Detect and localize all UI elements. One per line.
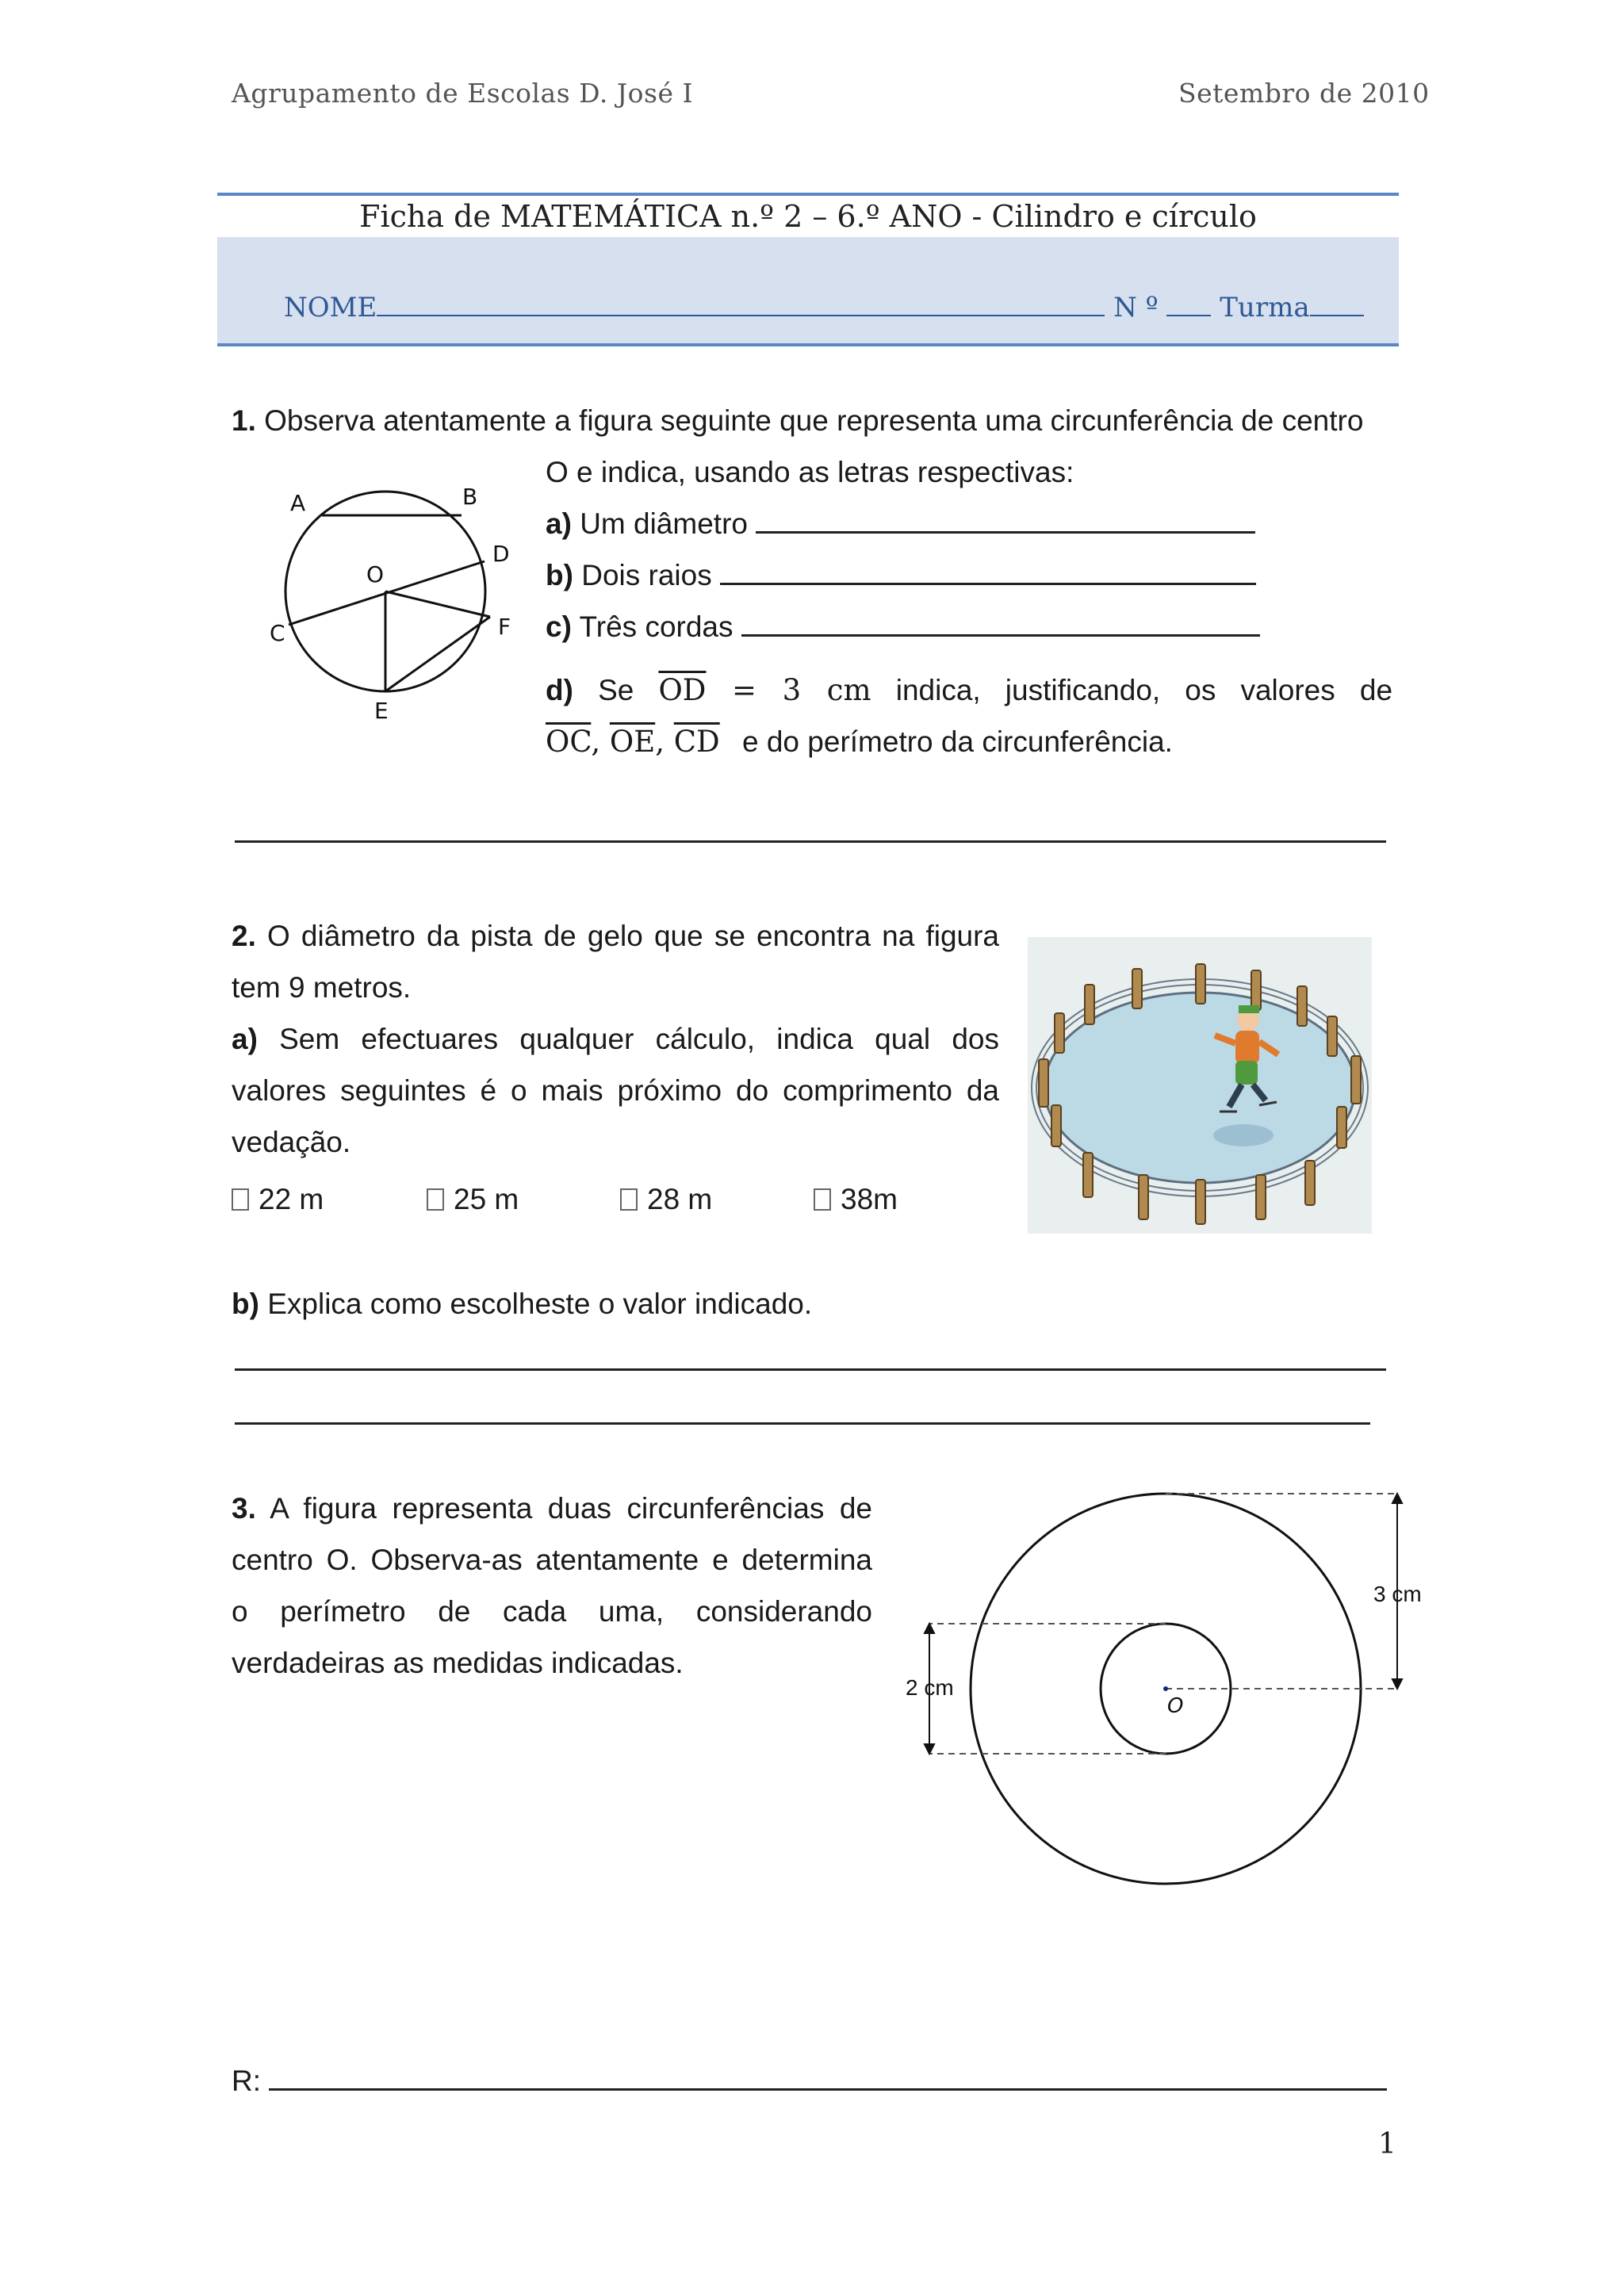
checkbox-icon[interactable] <box>427 1188 444 1211</box>
q3-line3: o perímetro de cada uma, considerando <box>232 1595 872 1628</box>
q1-d-od-expression <box>658 673 871 707</box>
header-school: Agrupamento de Escolas D. José I <box>232 78 693 109</box>
q3-line1 <box>232 1483 872 1535</box>
q2-line1-text: O diâmetro da pista de gelo que se encontra na figura <box>267 920 999 952</box>
label-o: O <box>366 561 385 587</box>
option-label: 22 m <box>259 1183 324 1215</box>
q2-option-4[interactable] <box>814 1173 898 1226</box>
checkbox-icon[interactable] <box>232 1188 249 1211</box>
label-3cm: 3 cm <box>1373 1582 1422 1606</box>
segment-od: $\overline{OD}$ <box>658 673 707 707</box>
q1-d-label: d) <box>546 674 573 706</box>
q2-b <box>232 1278 812 1330</box>
q1-d-se: Se <box>598 674 634 706</box>
option-label: 25 m <box>454 1183 519 1215</box>
q1-number: 1. <box>232 404 256 437</box>
q2-b-text: Explica como escolheste o valor indicado. <box>267 1288 813 1320</box>
q1-c-label: c) <box>546 610 572 643</box>
q1-line2: O e indica, usando as letras respectivas: <box>546 456 1074 488</box>
answer-r-field[interactable] <box>269 2063 1387 2091</box>
label-c: C <box>270 620 285 646</box>
q1-line1: Observa atentamente a figura seguinte que representa uma circunferência de centro <box>264 404 1364 437</box>
q1-b-answer-field[interactable] <box>720 557 1256 585</box>
q1-c <box>546 601 1260 653</box>
name-field[interactable] <box>377 291 1105 316</box>
radius-of <box>385 591 490 617</box>
q2-answer-line-1[interactable] <box>235 1368 1386 1371</box>
q1-d-end: e do perímetro da circunferência. <box>742 725 1173 758</box>
name-row <box>284 291 1364 323</box>
q1-c-text: Três cordas <box>579 610 733 643</box>
q1-a-text: Um diâmetro <box>580 507 748 540</box>
q2-b-label: b) <box>232 1288 259 1320</box>
q2-a-text1: Sem efectuares qualquer cálculo, indica qual dos <box>279 1023 999 1055</box>
ice-rink-illustration <box>1028 937 1372 1234</box>
checkbox-icon[interactable] <box>620 1188 638 1211</box>
q1-d-line1 <box>546 664 1392 717</box>
number-label: N º <box>1113 292 1159 323</box>
q2-a-label: a) <box>232 1023 258 1055</box>
q2-option-1[interactable] <box>232 1173 324 1226</box>
name-label: NOME <box>284 292 377 323</box>
q1-a-label: a) <box>546 507 572 540</box>
segment-cd: $\overline{CD}$ <box>673 725 720 759</box>
q3-line1-text: A figura representa duas circunferências de <box>270 1492 872 1525</box>
center-label: O <box>1167 1694 1184 1718</box>
q1-d-line2: $\overline{OC}$, $\overline{OE}$, $\overline{CD}$ e do perímetro da circunferência. <box>546 725 1173 759</box>
q2-number: 2. <box>232 920 256 952</box>
segment-oe: $\overline{OE}$ <box>609 725 656 759</box>
label-f: F <box>498 614 511 640</box>
q1-d-rest: indica, justificando, os valores de <box>895 674 1393 706</box>
q2-line2: tem 9 metros. <box>232 971 412 1004</box>
q2-answer-line-2[interactable] <box>235 1422 1370 1425</box>
q2-a-line2: valores seguintes é o mais próximo do comprimento da <box>232 1074 999 1107</box>
checkbox-icon[interactable] <box>814 1188 831 1211</box>
q1-intro <box>232 395 1363 447</box>
concentric-circles-figure <box>888 1475 1443 1903</box>
q1-b-label: b) <box>546 559 573 591</box>
q1-b-text: Dois raios <box>581 559 712 591</box>
q2-option-3[interactable] <box>620 1173 712 1226</box>
option-label: 38m <box>841 1183 898 1215</box>
q2-a-line1 <box>232 1013 999 1066</box>
center-point <box>1163 1686 1168 1691</box>
chord-ef <box>385 617 490 691</box>
turma-field[interactable] <box>1310 291 1364 316</box>
answer-r-label: R: <box>232 2064 261 2097</box>
label-2cm: 2 cm <box>906 1675 954 1700</box>
option-label: 28 m <box>647 1183 713 1215</box>
name-band <box>217 237 1399 346</box>
header-date: Setembro de 2010 <box>1178 78 1430 109</box>
number-field[interactable] <box>1166 291 1211 316</box>
q3-line2: centro O. Observa-as atentamente e determina <box>232 1544 872 1576</box>
q2-a-line3: vedação. <box>232 1126 351 1158</box>
q3-number: 3. <box>232 1492 256 1525</box>
label-b: B <box>462 484 478 510</box>
turma-label: Turma <box>1220 292 1310 323</box>
q1-c-answer-field[interactable] <box>741 609 1260 637</box>
q1-b <box>546 549 1256 602</box>
page-number: 1 <box>1378 2128 1396 2160</box>
q2-option-2[interactable] <box>427 1173 519 1226</box>
q1-answer-line[interactable] <box>235 840 1386 843</box>
q1-circle-figure <box>270 476 531 729</box>
q1-a <box>546 498 1255 550</box>
label-a: A <box>290 490 306 516</box>
q2-line1 <box>232 910 999 962</box>
title-bar <box>217 193 1399 240</box>
q1-a-answer-field[interactable] <box>756 506 1255 534</box>
answer-r <box>232 2055 1387 2107</box>
label-e: E <box>374 698 389 724</box>
worksheet-title: Ficha de MATEMÁTICA n.º 2 – 6.º ANO - Cilindro e círculo <box>359 199 1257 234</box>
q3-line4: verdadeiras as medidas indicadas. <box>232 1647 684 1679</box>
segment-oc: $\overline{OC}$ <box>546 725 592 759</box>
od-equals: = 3 cm <box>706 673 871 707</box>
label-d: D <box>492 541 510 567</box>
